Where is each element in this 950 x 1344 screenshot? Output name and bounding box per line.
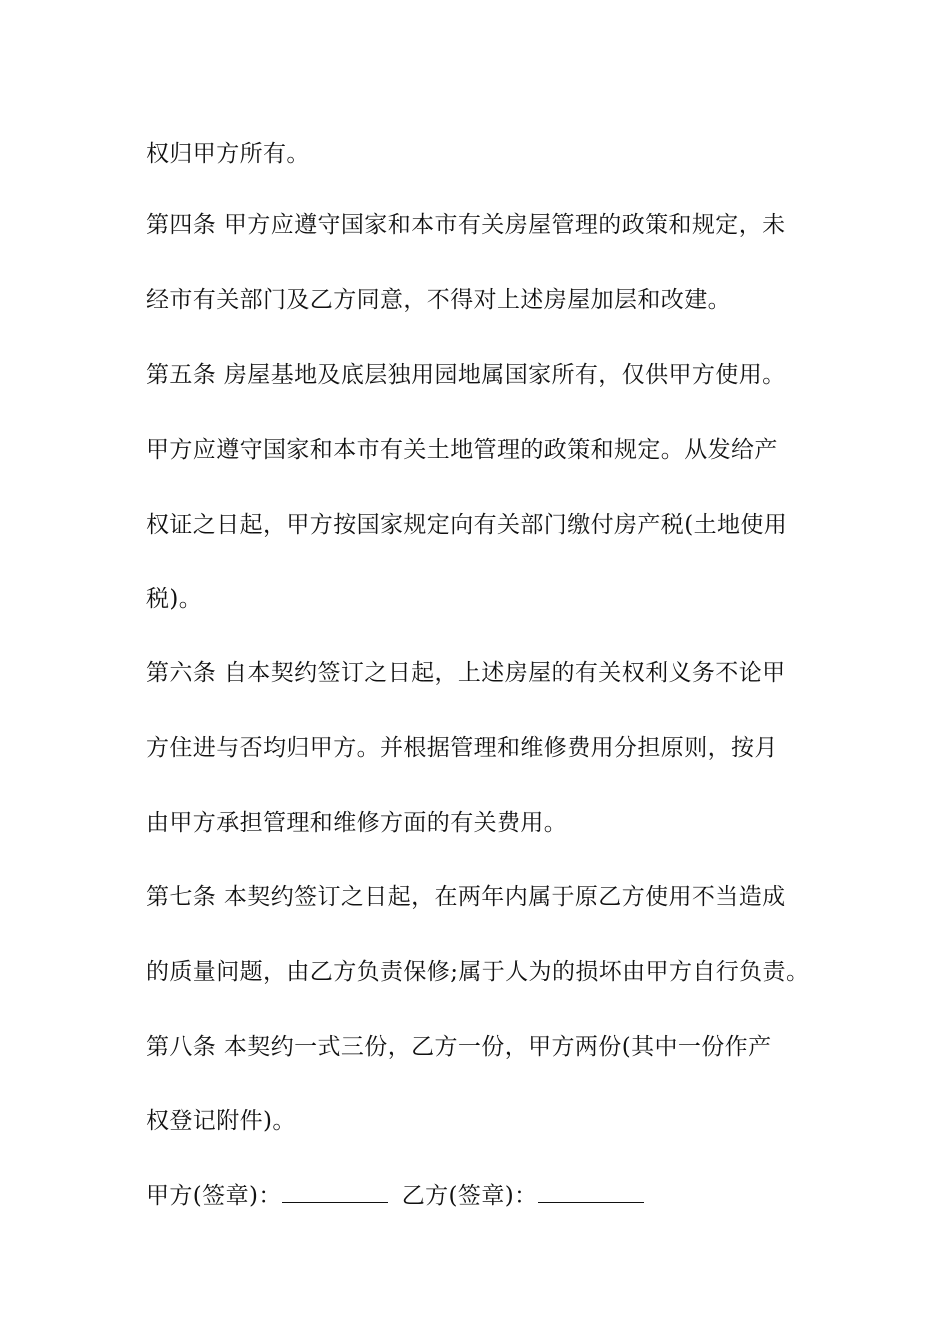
signature-line	[146, 1180, 826, 1211]
article-5-line-4: 税)。	[146, 586, 203, 612]
article-6-line-2: 方住进与否均归甲方。并根据管理和维修费用分担原则，按月	[146, 735, 778, 761]
article-4-line-2: 经市有关部门及乙方同意，不得对上述房屋加层和改建。	[146, 287, 731, 313]
party-a-signature-label: 甲方(签章)：	[146, 1183, 282, 1209]
text-line: 权归甲方所有。	[146, 141, 310, 167]
article-7-line-1: 第七条 本契约签订之日起，在两年内属于原乙方使用不当造成	[146, 884, 786, 910]
party-a-signature-blank[interactable]	[282, 1180, 388, 1203]
article-7-line-2: 的质量问题，由乙方负责保修;属于人为的损坏由甲方自行负责。	[146, 959, 810, 985]
party-b-signature-label: 乙方(签章)：	[401, 1183, 538, 1209]
party-b-signature-blank[interactable]	[538, 1180, 644, 1203]
article-5-line-1: 第五条 房屋基地及底层独用园地属国家所有，仅供甲方使用。	[146, 362, 786, 388]
article-5-line-2: 甲方应遵守国家和本市有关土地管理的政策和规定。从发给产	[146, 437, 778, 463]
article-5-line-3: 权证之日起，甲方按国家规定向有关部门缴付房产税(土地使用	[146, 512, 788, 538]
article-6-line-1: 第六条 自本契约签订之日起，上述房屋的有关权利义务不论甲	[146, 660, 786, 686]
article-8-line-1: 第八条 本契约一式三份，乙方一份，甲方两份(其中一份作产	[146, 1034, 772, 1060]
article-4-line-1: 第四条 甲方应遵守国家和本市有关房屋管理的政策和规定，未	[146, 212, 786, 238]
article-8-line-2: 权登记附件)。	[146, 1108, 296, 1134]
article-6-line-3: 由甲方承担管理和维修方面的有关费用。	[146, 810, 568, 836]
